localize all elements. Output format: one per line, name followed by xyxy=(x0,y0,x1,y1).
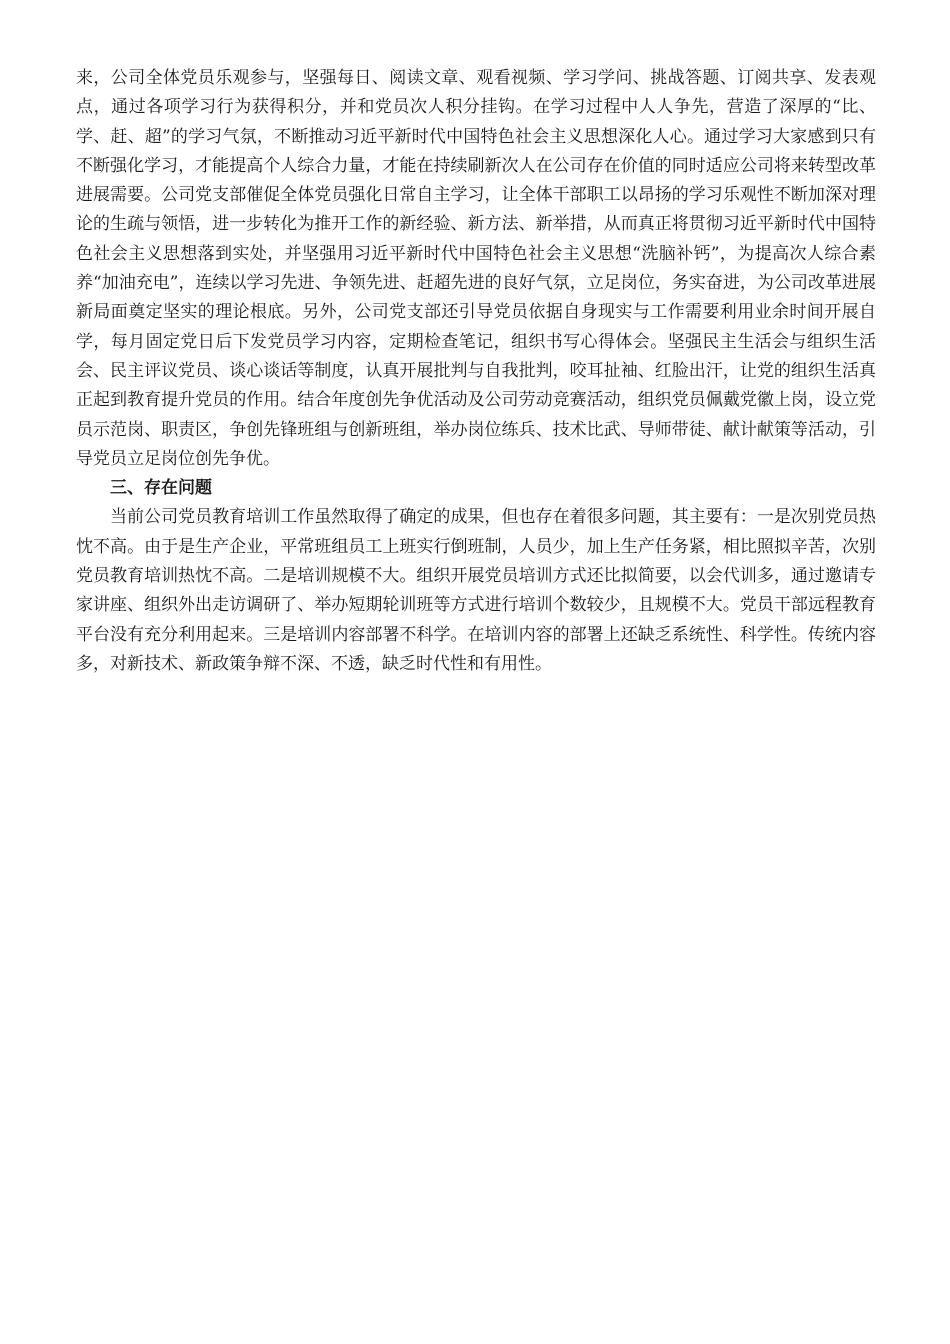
document-page xyxy=(76,64,876,679)
section-body-paragraph: 当前公司党员教育培训工作虽然取得了确定的成果，但也存在着很多问题，其主要有：一是次别党员热忱不高。由于是生产企业，平常班组员工上班实行倒班制，人员少，加上生产任务紧，相比照拟辛苦，次别党员教育培训热忱不高。二是培训规模不大。组织开展党员培训方式还比拟简要，以会代训多，通过邀请专家讲座、组织外出走访调研了、举办短期轮训班等方式进行培训个数较少，且规模不大。党员干部远程教育平台没有充分利用起来。三是培训内容部署不科学。在培训内容的部署上还缺乏系统性、科学性。传统内容多，对新技术、新政策争辩不深、不透，缺乏时代性和有用性。 xyxy=(76,507,876,674)
continued-paragraph: 来，公司全体党员乐观参与，坚强每日、阅读文章、观看视频、学习学问、挑战答题、订阅共享、发表观点，通过各项学习行为获得积分，并和党员次人积分挂钩。在学习过程中人人争先，营造了深厚的“比、学、赶、超”的学习气氛，不断推动习近平新时代中国特色社会主义思想深化人心。通过学习大家感到只有不断强化学习，才能提高个人综合力量，才能在持续刷新次人在公司存在价值的同时适应公司将来转型改革进展需要。公司党支部催促全体党员强化日常自主学习，让全体干部职工以昂扬的学习乐观性不断加深对理论的生疏与领悟，进一步转化为推开工作的新经验、新方法、新举措，从而真正将贯彻习近平新时代中国特色社会主义思想落到实处，并坚强用习近平新时代中国特色社会主义思想“洗脑补钙”，为提高次人综合素养“加油充电”，连续以学习先进、争领先进、赶超先进的良好气氛，立足岗位，务实奋进，为公司改革进展新局面奠定坚实的理论根底。另外，公司党支部还引导党员依据自身现实与工作需要利用业余时间开展自学，每月固定党日后下发党员学习内容，定期检查笔记，组织书写心得体会。坚强民主生活会与组织生活会、民主评议党员、谈心谈话等制度，认真开展批判与自我批判，咬耳扯袖、红脸出汗，让党的组织生活真正起到教育提升党员的作用。结合年度创先争优活动及公司劳动竞赛活动，组织党员佩戴党徽上岗，设立党员示范岗、职责区，争创先锋班组与创新班组，举办岗位练兵、技术比武、导师带徒、献计献策等活动，引导党员立足岗位创先争优。 xyxy=(76,68,876,469)
section-heading: 三、存在问题 xyxy=(110,478,212,499)
